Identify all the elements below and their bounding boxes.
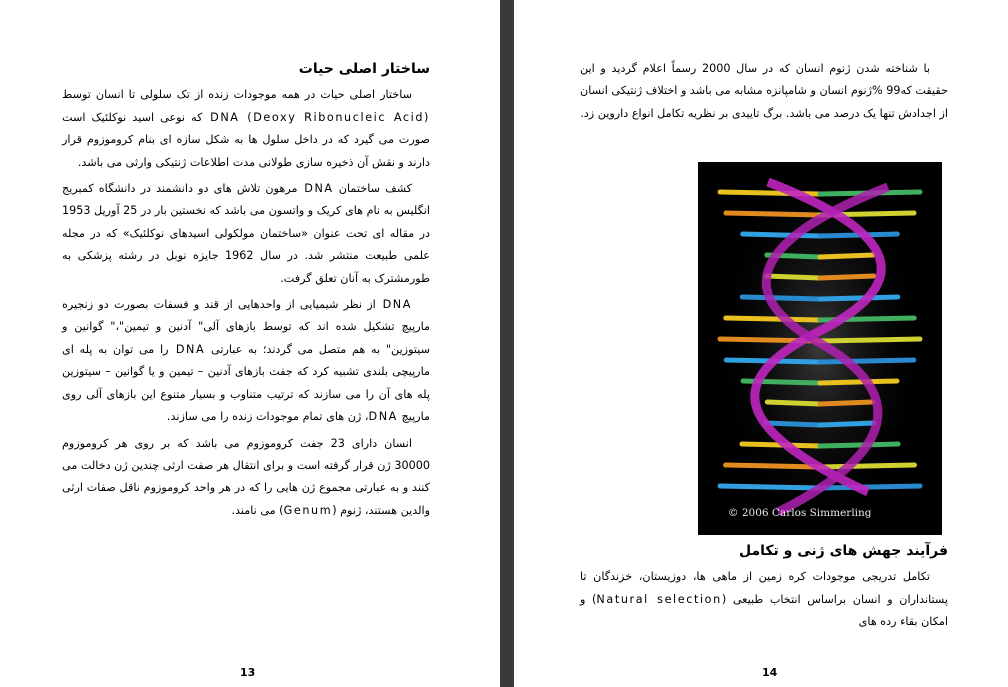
paragraph: تکامل تدریجی موجودات کره زمین از ماهی ها، دوزیستان، خزندگان تا پستانداران و انسان براساس انتخاب طبیعی (Natural selection) و امکان بقاء رده های	[580, 570, 948, 629]
base-pair-rung	[820, 402, 873, 404]
base-pair-rung	[766, 276, 820, 278]
page-number: 13	[240, 666, 256, 679]
base-pair-rung	[820, 423, 874, 425]
section-title-structure: ساختار اصلی حیات	[298, 61, 430, 77]
paragraph: کشف ساختمان DNA مرهون تلاش های دو دانشمند در دانشگاه کمبریج انگلیس به نام های کریک و واتسون می باشد که نخستین بار در 25 آوریل 1953 در مقاله ای تحت عنوان «ساختمان مولکولی اسیدهای نوکلئیک» که در مجله علمی طبیعت منتشر شد. در سال 1962 جایزه نوبل در رشته پزشکی به طورمشترک به آنان تعلق گرفت.	[62, 182, 430, 285]
base-pair-rung	[820, 360, 914, 362]
base-pair-rung	[820, 444, 898, 446]
dna-figure	[698, 162, 942, 535]
base-pair-rung	[726, 318, 820, 320]
paragraph: DNA از نظر شیمیایی از واحدهایی از قند و فسفات بصورت دو زنجیره مارپیچ تشکیل شده اند که توسط بازهای آلی" آدنین و تیمین"،" گوانین و سیتوزین" به هم متصل می گردند؛ به عبارتی DNA را می توان به پله ای مارپیچی بلندی تشبیه کرد که جفت بازهای آدنین – تیمین و یا گوانین – سیتوزین پله های آن را می سازند که ترتیب متناوب و بسیار متنوع این بازهای آلی روی مارپیچ DNA، ژن های تمام موجودات زنده را می سازند.	[62, 298, 430, 424]
base-pair-rung	[767, 402, 820, 404]
right-intro-text	[580, 58, 948, 129]
page-gutter	[500, 0, 514, 687]
figure-credit: © 2006 Carlos Simmerling	[728, 507, 872, 519]
base-pair-rung	[820, 276, 874, 278]
paragraph: ساختار اصلی حیات در همه موجودات زنده از تک سلولی تا انسان توسط DNA (Deoxy Ribonucleic Acid) که نوعی اسید نوکلئیک است صورت می گیرد که در داخل سلول ها به شکل سازه ای بنام کروموزوم قرار دارند و نقش آن ذخیره سازی طولانی مدت اطلاعات ژنتیکی وارثی می باشد.	[62, 88, 431, 169]
base-pair-rung	[820, 486, 920, 488]
base-pair-rung	[820, 465, 914, 467]
base-pair-rung	[820, 381, 897, 383]
right-page	[514, 0, 1008, 687]
right-section	[580, 540, 948, 638]
left-page	[0, 0, 500, 687]
dna-double-helix-image	[698, 162, 942, 535]
base-pair-rung	[820, 339, 920, 341]
base-pair-rung	[726, 213, 820, 215]
base-pair-rung	[742, 297, 820, 299]
base-pair-rung	[726, 465, 820, 467]
paragraph: با شناخته شدن ژنوم انسان که در سال 2000 رسماً اعلام گردید و این حقیقت که99 %ژنوم انسان و شامپانزه مشابه می باشد و اختلاف ژنتیکی انسان از اجدادش تنها یک درصد می باشد. برگ تاییدی بر نظریه تکامل انواع داروین زد.	[580, 62, 948, 120]
section-title-mutation: فرآیند جهش های ژنی و تکامل	[738, 543, 948, 559]
base-pair-rung	[720, 486, 820, 488]
base-pair-rung	[820, 255, 873, 257]
base-pair-rung	[743, 234, 820, 236]
base-pair-rung	[820, 297, 898, 299]
paragraph: انسان دارای 23 جفت کروموزوم می باشد که بر روی هر کروموزوم 30000 ژن قرار گرفته است و برای انتقال هر صفت ارثی چندین ژن دخالت می کنند و به عبارتی مجموع ژن هایی را که در هر واحد کروموزوم ناقل صفات ارثی والدین هستند، ژنوم (Genum) می نامند.	[62, 436, 430, 517]
left-text-column	[62, 58, 430, 526]
base-pair-rung	[766, 423, 820, 425]
page-number: 14	[762, 666, 778, 679]
